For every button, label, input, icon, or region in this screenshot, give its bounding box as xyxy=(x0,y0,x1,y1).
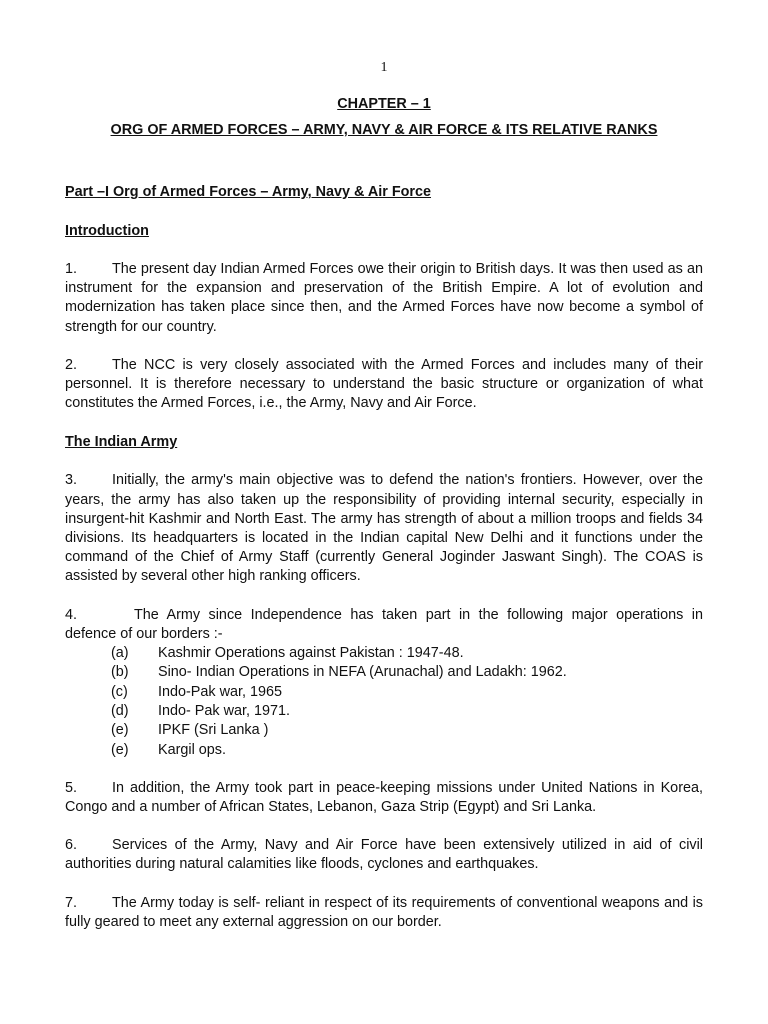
list-marker: (e) xyxy=(111,722,129,739)
paragraph-text: The NCC is very closely associated with the Armed Forces and includes many of their personnel. It is therefore necessary to understand the basic structure or organization of what constitutes the Armed Forces, i.e., the Army, Navy and Air Force. xyxy=(65,356,703,412)
list-item-text: Kargil ops. xyxy=(158,741,226,758)
paragraph-text: Services of the Army, Navy and Air Force have been extensively utilized in aid of civil authorities during natural calamities like floods, cyclones and earthquakes. xyxy=(65,837,703,873)
list-item-text: Kashmir Operations against Pakistan : 1947-48. xyxy=(158,645,464,662)
paragraph-number: 7. xyxy=(65,894,78,911)
paragraph-number: 6. xyxy=(65,837,78,854)
document-page xyxy=(65,58,703,951)
paragraph-number: 5. xyxy=(65,779,78,796)
paragraph-text: In addition, the Army took part in peace-keeping missions under United Nations in Korea, Congo and a number of African States, Lebanon, Gaza Strip (Egypt) and Sri Lanka. xyxy=(65,779,703,816)
list-marker: (e) xyxy=(111,741,129,758)
page-number: 1 xyxy=(380,60,388,75)
list-item-text: Indo-Pak war, 1965 xyxy=(158,683,282,700)
paragraph-text: The present day Indian Armed Forces owe their origin to British days. It was then used as an instrument for the expansion and preservation of the British Empire. A lot of evolution and modernization has taken place since then, and the Armed Forces have now become a symbol of strength for our country. xyxy=(65,261,703,335)
section-heading-introduction: Introduction xyxy=(65,223,149,239)
paragraph-6 xyxy=(65,836,703,874)
paragraph-4 xyxy=(65,606,703,644)
list-item xyxy=(65,644,703,663)
paragraph-text: The Army today is self- reliant in respect of its requirements of conventional weapons and is fully geared to meet any external aggression on our border. xyxy=(65,894,703,930)
list-item xyxy=(65,702,703,721)
paragraph-text: Initially, the army's main objective was to defend the nation's frontiers. However, over the years, the army has also taken up the responsibility of providing internal security, especially in insurgent-hit Kashmir and North East. The army has strength of about a million troops and fields 34 divisions. Its headquarters is located in the Indian capital New Delhi and it functions under the command of the Chief of Army Staff (currently General Joginder Jaswant Singh). The COAS is assisted by several other high ranking officers. xyxy=(65,472,703,585)
paragraph-7 xyxy=(65,894,703,932)
operations-list xyxy=(65,644,703,760)
paragraph-number: 1. xyxy=(65,261,78,277)
paragraph-3 xyxy=(65,471,703,586)
section-heading-indian-army: The Indian Army xyxy=(65,434,178,451)
paragraph-number: 3. xyxy=(65,472,78,489)
paragraph-5 xyxy=(65,779,703,817)
list-marker: (c) xyxy=(111,683,128,700)
list-marker: (a) xyxy=(111,645,129,662)
list-item xyxy=(65,721,703,740)
list-item-text: Indo- Pak war, 1971. xyxy=(158,702,290,719)
paragraph-number: 2. xyxy=(65,356,78,373)
paragraph-number: 4. xyxy=(65,606,78,623)
part-heading: Part –I Org of Armed Forces – Army, Navy & Air Force xyxy=(65,184,432,200)
paragraph-1 xyxy=(65,260,703,337)
chapter-title: CHAPTER – 1 xyxy=(337,96,431,112)
list-item xyxy=(65,663,703,682)
paragraph-text: The Army since Independence has taken part in the following major operations in defence of our borders :- xyxy=(65,606,703,642)
list-item-text: Sino- Indian Operations in NEFA (Arunachal) and Ladakh: 1962. xyxy=(158,664,567,681)
list-marker: (d) xyxy=(111,702,129,719)
chapter-subtitle: ORG OF ARMED FORCES – ARMY, NAVY & AIR FORCE & ITS RELATIVE RANKS xyxy=(110,122,658,138)
list-marker: (b) xyxy=(111,664,129,681)
list-item xyxy=(65,741,703,760)
list-item xyxy=(65,683,703,702)
paragraph-2 xyxy=(65,356,703,414)
list-item-text: IPKF (Sri Lanka ) xyxy=(158,722,269,739)
